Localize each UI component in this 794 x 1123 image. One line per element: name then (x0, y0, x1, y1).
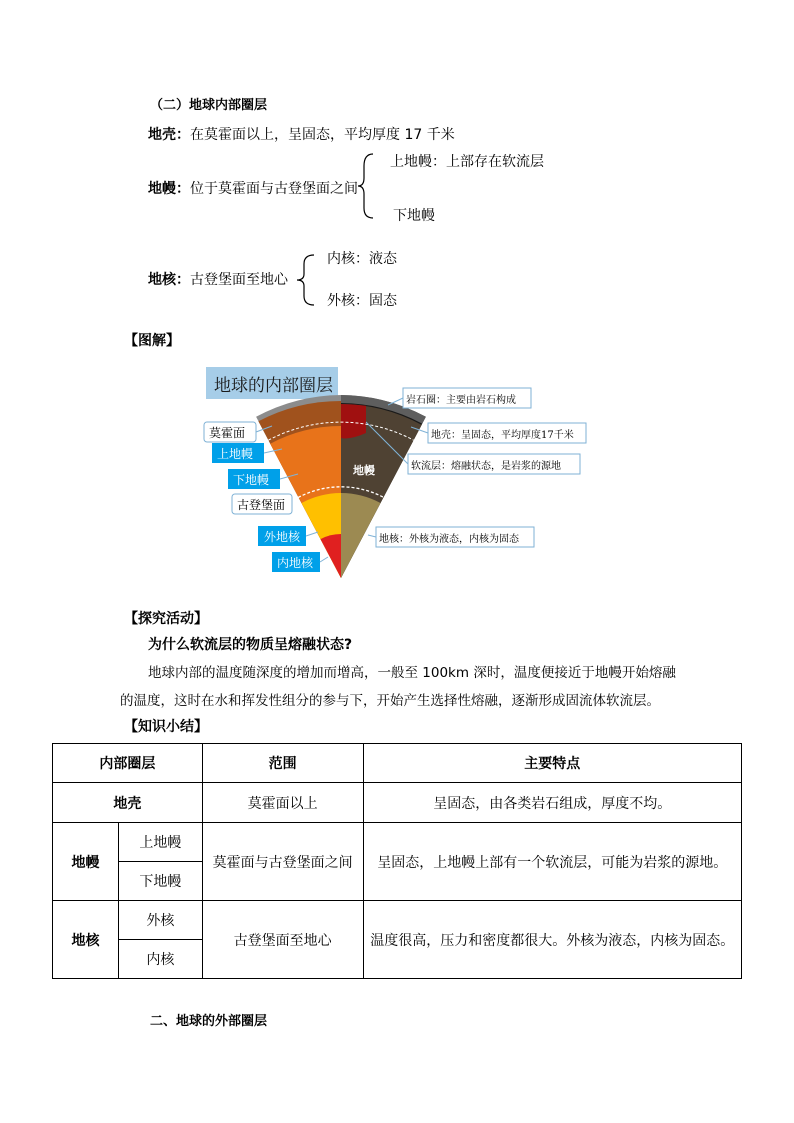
label-core-right: 地核：外核为液态，内核为固态 (379, 534, 519, 545)
core-name: 地核 (53, 901, 119, 979)
explore-answer-line2: 的温度，这时在水和挥发性组分的参与下，开始产生选择性熔融，逐渐形成固流体软流层。 (120, 693, 660, 709)
section-heading: （二）地球内部圈层 (150, 98, 268, 113)
label-inner-core: 内地核 (277, 556, 314, 570)
core-sub1: 外核 (118, 901, 202, 940)
header-layer: 内部圈层 (53, 744, 203, 783)
core-feature: 温度很高，压力和密度都很大。外核为液态，内核为固态。 (363, 901, 741, 979)
crust-label: 地壳： (148, 127, 190, 143)
mantle-sub1: 上地幔 (118, 823, 202, 862)
mantle-name: 地幔 (53, 823, 119, 901)
lower-mantle-note: 下地幔 (393, 208, 435, 224)
header-range: 范围 (202, 744, 363, 783)
mantle-label: 地幔： (148, 181, 190, 197)
table-row (53, 823, 742, 862)
mantle-feature: 呈固态，上地幔上部有一个软流层，可能为岩浆的源地。 (363, 823, 741, 901)
summary-table (52, 743, 742, 979)
crust-range: 莫霍面以上 (202, 783, 363, 823)
diagram-heading: 【图解】 (124, 333, 180, 349)
mantle-range: 莫霍面与古登堡面之间 (202, 823, 363, 901)
table-row (53, 901, 742, 940)
explore-heading: 【探究活动】 (124, 611, 208, 627)
label-outer-core: 外地核 (264, 530, 301, 544)
summary-heading: 【知识小结】 (124, 719, 208, 735)
crust-name: 地壳 (53, 783, 203, 823)
mantle-text: 位于莫霍面与古登堡面之间 (190, 181, 358, 197)
upper-mantle-note: 上地幔：上部存在软流层 (390, 154, 544, 170)
mantle-sub2: 下地幔 (118, 862, 202, 901)
label-gutenberg: 古登堡面 (237, 498, 286, 512)
crust-text: 在莫霍面以上，呈固态，平均厚度 17 千米 (190, 127, 455, 143)
inner-core-note: 内核：液态 (327, 251, 397, 267)
label-moho: 莫霍面 (209, 426, 246, 440)
core-sub2: 内核 (118, 940, 202, 979)
explore-question: 为什么软流层的物质呈熔融状态? (148, 637, 353, 653)
core-range: 古登堡面至地心 (202, 901, 363, 979)
label-lower-mantle: 下地幔 (233, 473, 270, 487)
label-lithosphere: 岩石圈：主要由岩石构成 (406, 395, 516, 406)
diagram-title: 地球的内部圈层 (214, 376, 333, 396)
next-section-heading: 二、地球的外部圈层 (150, 1014, 268, 1029)
inner-core-sector (321, 534, 342, 578)
crust-feature: 呈固态，由各类岩石组成，厚度不均。 (363, 783, 741, 823)
label-asthenosphere: 软流层：熔融状态，是岩浆的源地 (411, 461, 561, 472)
explore-answer-line1: 地球内部的温度随深度的增加而增高，一般至 100km 深时，温度便接近于地幔开始熔融 (148, 665, 676, 681)
header-feature: 主要特点 (363, 744, 741, 783)
table-row (53, 783, 742, 823)
label-crust-right: 地壳：呈固态，平均厚度17千米 (431, 430, 574, 441)
outer-core-note: 外核：固态 (327, 293, 397, 309)
table-header-row (53, 744, 742, 783)
core-text: 古登堡面至地心 (190, 272, 288, 288)
core-label: 地核： (148, 272, 190, 288)
right-core-sector (341, 493, 381, 578)
label-mantle-inner: 地幔 (353, 464, 375, 477)
label-upper-mantle: 上地幔 (217, 447, 254, 461)
